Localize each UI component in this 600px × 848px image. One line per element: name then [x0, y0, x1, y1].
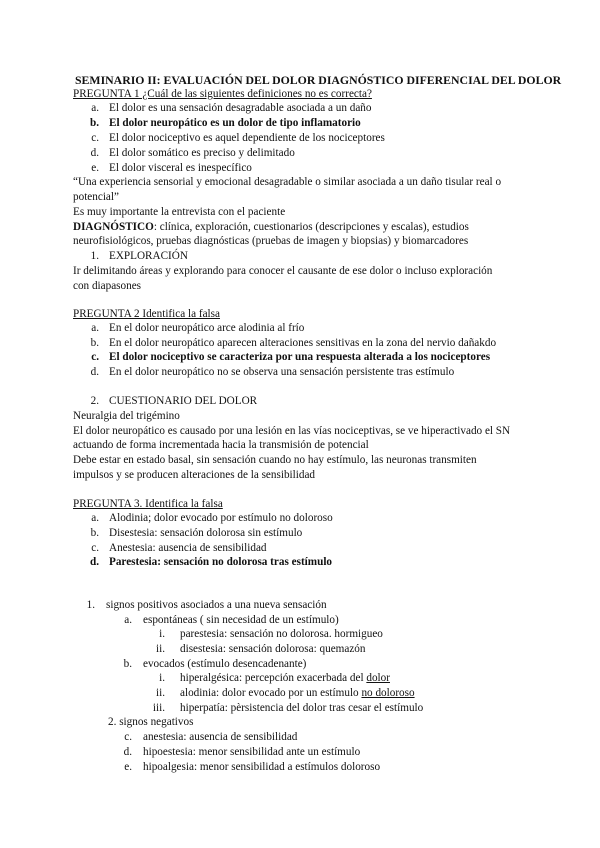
outline-marker: a. [124, 614, 132, 626]
outline-item: disestesia: sensación dolorosa: quemazón [180, 643, 366, 655]
section-marker: 2. [90, 395, 99, 407]
question-1-heading: PREGUNTA 1 ¿Cuál de las siguientes definiciones no es correcta? [73, 88, 372, 100]
section-heading: EXPLORACIÓN [109, 250, 188, 262]
option-marker: c. [91, 542, 99, 554]
option-marker: c. [91, 132, 99, 144]
option-marker: a. [91, 102, 99, 114]
outline-marker: ii. [155, 643, 165, 655]
paragraph-line: con diapasones [73, 280, 142, 292]
outline-item: espontáneas ( sin necesidad de un estímulo) [143, 614, 339, 626]
option-marker: a. [91, 322, 99, 334]
outline-heading: signos positivos asociados a una nueva sensación [106, 599, 327, 611]
option-text: El dolor nociceptivo es aquel dependiente de los nociceptores [109, 132, 385, 144]
outline-marker: ii. [155, 687, 165, 699]
outline-item [180, 671, 390, 685]
outline-item: parestesia: sensación no dolorosa. hormigueo [180, 628, 383, 640]
option-text-correct: El dolor neuropático es un dolor de tipo inflamatorio [109, 117, 361, 129]
option-text-correct: El dolor nociceptivo se caracteriza por una respuesta alterada a los nociceptores [109, 351, 491, 363]
diagnosis-line [73, 220, 469, 234]
paragraph-line: El dolor neuropático es causado por una lesión en las vías nociceptivas, se ve hiperactivado el SN [73, 425, 511, 437]
outline-item-text: hiperalgésica: percepción exacerbada del [180, 672, 367, 684]
outline-marker: i. [159, 672, 165, 684]
outline-marker: b. [123, 658, 132, 670]
option-text: El dolor somático es preciso y delimitado [109, 147, 295, 159]
outline-item: anestesia: ausencia de sensibilidad [143, 731, 298, 743]
option-text: En el dolor neuropático no se observa una sensación persistente tras estímulo [109, 366, 455, 378]
outline-marker: c. [124, 731, 132, 743]
outline-item-underlined: no doloroso [361, 687, 415, 699]
option-text: Alodinia; dolor evocado por estímulo no doloroso [109, 512, 333, 524]
option-marker: d. [89, 556, 99, 568]
outline-item-text: alodinia: dolor evocado por un estímulo [180, 687, 362, 699]
paragraph-line: Es muy importante la entrevista con el paciente [73, 206, 286, 218]
option-text-correct: Parestesia: sensación no dolorosa tras estímulo [109, 556, 333, 568]
paragraph-line: actuando de forma incrementada hacia la transmisión de potencial [73, 439, 369, 451]
option-marker: a. [91, 512, 99, 524]
option-text: En el dolor neuropático arce alodinia al frío [109, 322, 305, 334]
outline-item: hiperpatía: pèrsistencia del dolor tras cesar el estímulo [180, 702, 424, 714]
outline-item: evocados (estímulo desencadenante) [143, 658, 307, 670]
document-title: SEMINARIO II: EVALUACIÓN DEL DOLOR DIAGNÓSTICO DIFERENCIAL DEL DOLOR [75, 73, 562, 87]
outline-heading: 2. signos negativos [108, 716, 194, 728]
question-2-heading: PREGUNTA 2 Identifica la falsa [73, 308, 220, 320]
section-heading: CUESTIONARIO DEL DOLOR [109, 395, 258, 407]
option-marker: b. [89, 117, 99, 129]
option-marker: c. [91, 351, 99, 363]
outline-item: hipoalgesia: menor sensibilidad a estímulos doloroso [143, 761, 381, 773]
option-text: El dolor es una sensación desagradable asociada a un daño [109, 102, 372, 114]
question-3-heading: PREGUNTA 3. Identifica la falsa [73, 498, 223, 510]
outline-item: hipoestesia: menor sensibilidad ante un estímulo [143, 746, 361, 758]
option-marker: b. [90, 337, 99, 349]
option-marker: d. [90, 366, 99, 378]
paragraph-line: Neuralgia del trigémino [73, 410, 180, 422]
paragraph-line: impulsos y se producen alteraciones de la sensibilidad [73, 469, 316, 481]
quote-line: “Una experiencia sensorial y emocional desagradable o similar asociada a un daño tisular real o [73, 176, 502, 188]
outline-marker: e. [124, 761, 132, 773]
option-text: Anestesia: ausencia de sensibilidad [109, 542, 267, 554]
quote-line: potencial” [73, 191, 119, 203]
diagnosis-text: : clínica, exploración, cuestionarios (descripciones y escalas), estudios [153, 221, 469, 233]
paragraph-line: Ir delimitando áreas y explorando para conocer el causante de ese dolor o incluso exploración [73, 265, 493, 277]
outline-item [180, 686, 415, 700]
diagnosis-line: neurofisiológicos, pruebas diagnósticas (pruebas de imagen y biopsias) y biomarcadores [73, 235, 469, 247]
outline-marker: d. [123, 746, 132, 758]
outline-marker: i. [159, 628, 165, 640]
option-marker: d. [90, 147, 99, 159]
option-marker: b. [90, 527, 99, 539]
outline-item-underlined: dolor [366, 672, 390, 684]
option-text: El dolor visceral es inespecífico [109, 162, 252, 174]
section-marker: 1. [90, 250, 99, 262]
outline-marker: 1. [86, 599, 95, 611]
outline-marker: iii. [152, 702, 165, 714]
option-text: Disestesia: sensación dolorosa sin estímulo [109, 527, 303, 539]
diagnosis-label: DIAGNÓSTICO [73, 221, 154, 233]
paragraph-line: Debe estar en estado basal, sin sensación cuando no hay estímulo, las neuronas transmiten [73, 454, 477, 466]
option-text: En el dolor neuropático aparecen alteraciones sensitivas en la zona del nervio dañakdo [109, 337, 497, 349]
option-marker: e. [91, 162, 99, 174]
